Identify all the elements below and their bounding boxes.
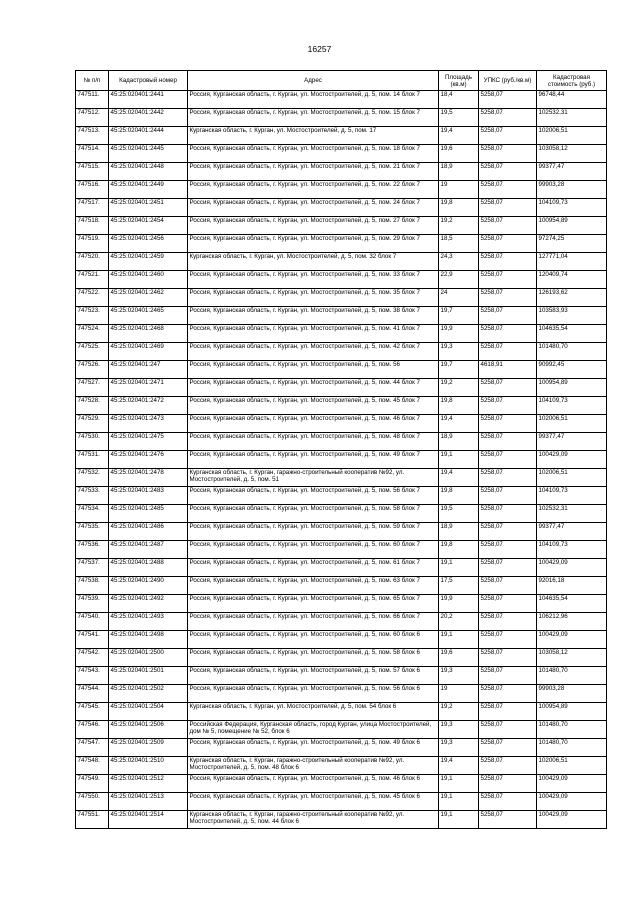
cell-cost: 100954,89 xyxy=(537,217,607,235)
table-row xyxy=(76,91,607,109)
cell-upks: 5258,07 xyxy=(479,127,537,145)
cell-area: 19,7 xyxy=(439,307,479,325)
cell-area: 19,5 xyxy=(439,505,479,523)
table-row xyxy=(76,397,607,415)
header-num: № п/п xyxy=(76,71,109,91)
cell-cadastral: 45:25:020401:2448 xyxy=(109,163,188,181)
cell-num: 747537. xyxy=(76,559,109,577)
cell-cost: 101480,70 xyxy=(537,721,607,739)
cell-cadastral: 45:25:020401:2462 xyxy=(109,289,188,307)
table-row xyxy=(76,289,607,307)
cell-cadastral: 45:25:020401:2488 xyxy=(109,559,188,577)
cell-upks: 5258,07 xyxy=(479,199,537,217)
cell-address: Россия, Курганская область, г. Курган, ул. Мостостроителей, д. 5, пом. 49 блок 7 xyxy=(188,451,439,469)
cell-address: Россия, Курганская область, г. Курган, ул. Мостостроителей, д. 5, пом. 59 блок 7 xyxy=(188,523,439,541)
cell-area: 19,8 xyxy=(439,541,479,559)
cell-num: 747515. xyxy=(76,163,109,181)
table-row xyxy=(76,433,607,451)
cell-cadastral: 45:25:020401:2444 xyxy=(109,127,188,145)
table-row xyxy=(76,595,607,613)
cell-cadastral: 45:25:020401:2493 xyxy=(109,613,188,631)
cell-address: Россия, Курганская область, г. Курган, ул. Мостостроителей, д. 5, пом. 58 блок 6 xyxy=(188,649,439,667)
cell-num: 747523. xyxy=(76,307,109,325)
cell-area: 19,5 xyxy=(439,109,479,127)
table-row xyxy=(76,235,607,253)
table-row xyxy=(76,775,607,793)
cell-cost: 96748,44 xyxy=(537,91,607,109)
cell-cost: 104109,73 xyxy=(537,199,607,217)
cell-cost: 99903,28 xyxy=(537,685,607,703)
cell-upks: 5258,07 xyxy=(479,577,537,595)
cell-cost: 102006,51 xyxy=(537,469,607,487)
cell-upks: 4618,91 xyxy=(479,361,537,379)
cell-num: 747517. xyxy=(76,199,109,217)
header-address: Адрес xyxy=(188,71,439,91)
table-row xyxy=(76,217,607,235)
table-row xyxy=(76,523,607,541)
table-row xyxy=(76,487,607,505)
table-row xyxy=(76,127,607,145)
table-row xyxy=(76,343,607,361)
cell-cadastral: 45:25:020401:2490 xyxy=(109,577,188,595)
cell-num: 747541. xyxy=(76,631,109,649)
cell-upks: 5258,07 xyxy=(479,415,537,433)
cell-address: Россия, Курганская область, г. Курган, ул. Мостостроителей, д. 5, пом. 45 блок 7 xyxy=(188,397,439,415)
cell-cadastral: 45:25:020401:2510 xyxy=(109,757,188,775)
cell-upks: 5258,07 xyxy=(479,487,537,505)
cell-cadastral: 45:25:020401:2506 xyxy=(109,721,188,739)
table-row xyxy=(76,145,607,163)
cell-cost: 104109,73 xyxy=(537,397,607,415)
cell-cadastral: 45:25:020401:2451 xyxy=(109,199,188,217)
cell-upks: 5258,07 xyxy=(479,325,537,343)
cell-address: Россия, Курганская область, г. Курган, ул. Мостостроителей, д. 5, пом. 60 блок 7 xyxy=(188,541,439,559)
cell-cadastral: 45:25:020401:2492 xyxy=(109,595,188,613)
cell-area: 19,2 xyxy=(439,217,479,235)
cell-upks: 5258,07 xyxy=(479,523,537,541)
cell-cadastral: 45:25:020401:2485 xyxy=(109,505,188,523)
cell-upks: 5258,07 xyxy=(479,217,537,235)
cell-cadastral: 45:25:020401:247 xyxy=(109,361,188,379)
cell-cadastral: 45:25:020401:2441 xyxy=(109,91,188,109)
cell-cost: 100954,89 xyxy=(537,703,607,721)
cell-cost: 103583,93 xyxy=(537,307,607,325)
cell-num: 747547. xyxy=(76,739,109,757)
cell-area: 19,1 xyxy=(439,775,479,793)
cell-num: 747544. xyxy=(76,685,109,703)
cell-address: Россия, Курганская область, г. Курган, ул. Мостостроителей, д. 5, пом. 29 блок 7 xyxy=(188,235,439,253)
cell-upks: 5258,07 xyxy=(479,811,537,829)
table-row xyxy=(76,379,607,397)
cell-num: 747518. xyxy=(76,217,109,235)
cell-cost: 100429,09 xyxy=(537,631,607,649)
cell-area: 19,1 xyxy=(439,631,479,649)
cell-cadastral: 45:25:020401:2445 xyxy=(109,145,188,163)
cell-address: Россия, Курганская область, г. Курган, ул. Мостостроителей, д. 5, пом. 58 блок 7 xyxy=(188,505,439,523)
table-header-row xyxy=(76,71,607,91)
cell-cadastral: 45:25:020401:2476 xyxy=(109,451,188,469)
cell-cadastral: 45:25:020401:2473 xyxy=(109,415,188,433)
table-row xyxy=(76,253,607,271)
table-row xyxy=(76,307,607,325)
cell-cost: 104635,54 xyxy=(537,595,607,613)
cell-cost: 102006,51 xyxy=(537,127,607,145)
table-row xyxy=(76,559,607,577)
cell-address: Курганская область, г. Курган, ул. Мостостроителей, д. 5, пом. 32 блок 7 xyxy=(188,253,439,271)
cell-upks: 5258,07 xyxy=(479,145,537,163)
cadastral-table xyxy=(75,70,607,829)
cell-num: 747536. xyxy=(76,541,109,559)
cell-num: 747524. xyxy=(76,325,109,343)
cell-num: 747549. xyxy=(76,775,109,793)
cell-upks: 5258,07 xyxy=(479,793,537,811)
cell-upks: 5258,07 xyxy=(479,739,537,757)
cell-num: 747516. xyxy=(76,181,109,199)
cell-area: 19,3 xyxy=(439,667,479,685)
cell-address: Россия, Курганская область, г. Курган, ул. Мостостроителей, д. 5, пом. 33 блок 7 xyxy=(188,271,439,289)
cell-num: 747546. xyxy=(76,721,109,739)
cell-cadastral: 45:25:020401:2449 xyxy=(109,181,188,199)
cell-cadastral: 45:25:020401:2465 xyxy=(109,307,188,325)
cell-address: Россия, Курганская область, г. Курган, ул. Мостостроителей, д. 5, пом. 44 блок 7 xyxy=(188,379,439,397)
cell-num: 747543. xyxy=(76,667,109,685)
cell-upks: 5258,07 xyxy=(479,613,537,631)
cell-address: Россия, Курганская область, г. Курган, ул. Мостостроителей, д. 5, пом. 14 блок 7 xyxy=(188,91,439,109)
header-area: Площадь (кв.м) xyxy=(439,71,479,91)
cell-cadastral: 45:25:020401:2498 xyxy=(109,631,188,649)
cell-area: 19,8 xyxy=(439,199,479,217)
cell-area: 19,2 xyxy=(439,703,479,721)
cell-area: 18,4 xyxy=(439,91,479,109)
cell-area: 19,3 xyxy=(439,721,479,739)
cell-upks: 5258,07 xyxy=(479,343,537,361)
table-row xyxy=(76,469,607,487)
cell-upks: 5258,07 xyxy=(479,667,537,685)
cell-upks: 5258,07 xyxy=(479,91,537,109)
cell-num: 747550. xyxy=(76,793,109,811)
cell-address: Россия, Курганская область, г. Курган, ул. Мостостроителей, д. 5, пом. 56 блок 7 xyxy=(188,487,439,505)
cell-cadastral: 45:25:020401:2472 xyxy=(109,397,188,415)
cell-cadastral: 45:25:020401:2514 xyxy=(109,811,188,829)
table-row xyxy=(76,757,607,775)
cell-cadastral: 45:25:020401:2456 xyxy=(109,235,188,253)
cell-area: 19,9 xyxy=(439,595,479,613)
cell-address: Курганская область, г. Курган, ул. Мостостроителей, д. 5, пом. 54 блок 6 xyxy=(188,703,439,721)
cell-upks: 5258,07 xyxy=(479,379,537,397)
cell-cost: 103058,12 xyxy=(537,649,607,667)
cell-upks: 5258,07 xyxy=(479,559,537,577)
cell-num: 747528. xyxy=(76,397,109,415)
cell-num: 747527. xyxy=(76,379,109,397)
cell-upks: 5258,07 xyxy=(479,469,537,487)
header-upks: УПКС (руб./кв.м) xyxy=(479,71,537,91)
cell-area: 19,1 xyxy=(439,793,479,811)
table-row xyxy=(76,577,607,595)
cell-area: 18,5 xyxy=(439,235,479,253)
cell-area: 18,9 xyxy=(439,163,479,181)
cell-address: Россия, Курганская область, г. Курган, ул. Мостостроителей, д. 5, пом. 38 блок 7 xyxy=(188,307,439,325)
cell-area: 19,7 xyxy=(439,361,479,379)
cell-cost: 106212,96 xyxy=(537,613,607,631)
cell-upks: 5258,07 xyxy=(479,685,537,703)
table-row xyxy=(76,703,607,721)
cell-cadastral: 45:25:020401:2500 xyxy=(109,649,188,667)
cell-address: Россия, Курганская область, г. Курган, ул. Мостостроителей, д. 5, пом. 27 блок 7 xyxy=(188,217,439,235)
cell-cadastral: 45:25:020401:2501 xyxy=(109,667,188,685)
cell-area: 19,4 xyxy=(439,469,479,487)
cell-num: 747539. xyxy=(76,595,109,613)
cell-cadastral: 45:25:020401:2483 xyxy=(109,487,188,505)
cell-cadastral: 45:25:020401:2504 xyxy=(109,703,188,721)
cell-cadastral: 45:25:020401:2513 xyxy=(109,793,188,811)
cell-cost: 99903,28 xyxy=(537,181,607,199)
cell-cost: 99377,47 xyxy=(537,523,607,541)
cell-num: 747531. xyxy=(76,451,109,469)
cell-upks: 5258,07 xyxy=(479,775,537,793)
cell-cadastral: 45:25:020401:2442 xyxy=(109,109,188,127)
cell-area: 19,1 xyxy=(439,811,479,829)
cell-cadastral: 45:25:020401:2478 xyxy=(109,469,188,487)
cell-cadastral: 45:25:020401:2459 xyxy=(109,253,188,271)
cell-cost: 102006,51 xyxy=(537,415,607,433)
cell-area: 19,1 xyxy=(439,451,479,469)
table-row xyxy=(76,325,607,343)
cell-area: 19,3 xyxy=(439,343,479,361)
table-row xyxy=(76,415,607,433)
cell-upks: 5258,07 xyxy=(479,235,537,253)
cell-address: Россия, Курганская область, г. Курган, ул. Мостостроителей, д. 5, пом. 65 блок 7 xyxy=(188,595,439,613)
cell-cadastral: 45:25:020401:2454 xyxy=(109,217,188,235)
cell-cost: 127771,04 xyxy=(537,253,607,271)
cell-cost: 90992,45 xyxy=(537,361,607,379)
cell-num: 747529. xyxy=(76,415,109,433)
cell-cadastral: 45:25:020401:2509 xyxy=(109,739,188,757)
cell-address: Россия, Курганская область, г. Курган, ул. Мостостроителей, д. 5, пом. 56 xyxy=(188,361,439,379)
page-number: 16257 xyxy=(307,44,332,54)
cell-area: 19,6 xyxy=(439,649,479,667)
table-row xyxy=(76,199,607,217)
cell-address: Россия, Курганская область, г. Курган, ул. Мостостроителей, д. 5, пом. 60 блок 6 xyxy=(188,631,439,649)
cell-cost: 104109,73 xyxy=(537,487,607,505)
cell-area: 17,5 xyxy=(439,577,479,595)
cell-area: 24,3 xyxy=(439,253,479,271)
cell-area: 19,4 xyxy=(439,757,479,775)
cell-cost: 100429,09 xyxy=(537,451,607,469)
cell-upks: 5258,07 xyxy=(479,757,537,775)
cell-num: 747522. xyxy=(76,289,109,307)
cell-cost: 97274,25 xyxy=(537,235,607,253)
cell-upks: 5258,07 xyxy=(479,271,537,289)
cell-num: 747548. xyxy=(76,757,109,775)
table-row xyxy=(76,631,607,649)
cell-address: Россия, Курганская область, г. Курган, ул. Мостостроителей, д. 5, пом. 46 блок 6 xyxy=(188,775,439,793)
cell-address: Россия, Курганская область, г. Курган, ул. Мостостроителей, д. 5, пом. 49 блок 6 xyxy=(188,739,439,757)
table-row xyxy=(76,271,607,289)
cell-cost: 102532,31 xyxy=(537,109,607,127)
cell-cost: 100954,89 xyxy=(537,379,607,397)
cell-cost: 102532,31 xyxy=(537,505,607,523)
cell-upks: 5258,07 xyxy=(479,433,537,451)
cell-num: 747512. xyxy=(76,109,109,127)
cell-address: Российская Федерация, Курганская область, город Курган, улица Мостостроителей, дом № 5, помещение № 52, блок 6 xyxy=(188,721,439,739)
cell-area: 19,4 xyxy=(439,127,479,145)
header-cost: Кадастровая стоимость (руб.) xyxy=(537,71,607,91)
cell-num: 747538. xyxy=(76,577,109,595)
cell-upks: 5258,07 xyxy=(479,163,537,181)
cell-num: 747540. xyxy=(76,613,109,631)
cell-area: 19,8 xyxy=(439,487,479,505)
cell-upks: 5258,07 xyxy=(479,109,537,127)
cell-upks: 5258,07 xyxy=(479,631,537,649)
cell-area: 19,1 xyxy=(439,559,479,577)
cell-cadastral: 45:25:020401:2475 xyxy=(109,433,188,451)
table-row xyxy=(76,505,607,523)
cell-cost: 103058,12 xyxy=(537,145,607,163)
cell-address: Россия, Курганская область, г. Курган, ул. Мостостроителей, д. 5, пом. 15 блок 7 xyxy=(188,109,439,127)
cell-address: Россия, Курганская область, г. Курган, ул. Мостостроителей, д. 5, пом. 66 блок 7 xyxy=(188,613,439,631)
cell-upks: 5258,07 xyxy=(479,595,537,613)
cell-num: 747521. xyxy=(76,271,109,289)
cell-num: 747545. xyxy=(76,703,109,721)
table-row xyxy=(76,181,607,199)
cell-cost: 101480,70 xyxy=(537,739,607,757)
cell-area: 19,3 xyxy=(439,739,479,757)
cell-area: 22,9 xyxy=(439,271,479,289)
table-row xyxy=(76,667,607,685)
cell-address: Курганская область, г. Курган, гаражно-строительный кооператив №92, ул. Мостостроителей, д. 5, пом. 48 блок 6 xyxy=(188,757,439,775)
cell-address: Россия, Курганская область, г. Курган, ул. Мостостроителей, д. 5, пом. 48 блок 7 xyxy=(188,433,439,451)
cell-address: Россия, Курганская область, г. Курган, ул. Мостостроителей, д. 5, пом. 24 блок 7 xyxy=(188,199,439,217)
cell-cost: 120409,74 xyxy=(537,271,607,289)
cell-upks: 5258,07 xyxy=(479,307,537,325)
table-row xyxy=(76,811,607,829)
cell-address: Россия, Курганская область, г. Курган, ул. Мостостроителей, д. 5, пом. 63 блок 7 xyxy=(188,577,439,595)
table-row xyxy=(76,109,607,127)
cell-address: Россия, Курганская область, г. Курган, ул. Мостостроителей, д. 5, пом. 46 блок 7 xyxy=(188,415,439,433)
cell-area: 19 xyxy=(439,685,479,703)
cell-address: Россия, Курганская область, г. Курган, ул. Мостостроителей, д. 5, пом. 57 блок 6 xyxy=(188,667,439,685)
cell-upks: 5258,07 xyxy=(479,451,537,469)
cell-upks: 5258,07 xyxy=(479,397,537,415)
cell-num: 747520. xyxy=(76,253,109,271)
cell-cost: 99377,47 xyxy=(537,433,607,451)
cell-num: 747533. xyxy=(76,487,109,505)
cell-address: Курганская область, г. Курган, гаражно-строительный кооператив №92, ул. Мостостроителей, д. 5, пом. 51 xyxy=(188,469,439,487)
cell-address: Россия, Курганская область, г. Курган, ул. Мостостроителей, д. 5, пом. 42 блок 7 xyxy=(188,343,439,361)
cell-address: Россия, Курганская область, г. Курган, ул. Мостостроителей, д. 5, пом. 45 блок 6 xyxy=(188,793,439,811)
cell-address: Россия, Курганская область, г. Курган, ул. Мостостроителей, д. 5, пом. 56 блок 6 xyxy=(188,685,439,703)
table-row xyxy=(76,685,607,703)
cell-area: 19,4 xyxy=(439,415,479,433)
cell-address: Курганская область, г. Курган, гаражно-строительный кооператив №92, ул. Мостостроителей, д. 5, пом. 44 блок 6 xyxy=(188,811,439,829)
cell-upks: 5258,07 xyxy=(479,289,537,307)
cell-num: 747525. xyxy=(76,343,109,361)
cell-cost: 102006,51 xyxy=(537,757,607,775)
cell-cost: 100429,09 xyxy=(537,793,607,811)
cell-address: Россия, Курганская область, г. Курган, ул. Мостостроителей, д. 5, пом. 61 блок 7 xyxy=(188,559,439,577)
cell-area: 24 xyxy=(439,289,479,307)
cell-cost: 104109,73 xyxy=(537,541,607,559)
cell-num: 747534. xyxy=(76,505,109,523)
cell-area: 19,6 xyxy=(439,145,479,163)
cell-cost: 100429,09 xyxy=(537,559,607,577)
cell-cadastral: 45:25:020401:2512 xyxy=(109,775,188,793)
table-row xyxy=(76,361,607,379)
cell-address: Курганская область, г. Курган, ул. Мостостроителей, д. 5, пом. 17 xyxy=(188,127,439,145)
cell-num: 747551. xyxy=(76,811,109,829)
cell-area: 19,9 xyxy=(439,325,479,343)
table-row xyxy=(76,451,607,469)
cell-upks: 5258,07 xyxy=(479,253,537,271)
cell-num: 747513. xyxy=(76,127,109,145)
cell-address: Россия, Курганская область, г. Курган, ул. Мостостроителей, д. 5, пом. 22 блок 7 xyxy=(188,181,439,199)
cell-cost: 100429,09 xyxy=(537,775,607,793)
table-row xyxy=(76,541,607,559)
cell-address: Россия, Курганская область, г. Курган, ул. Мостостроителей, д. 5, пом. 21 блок 7 xyxy=(188,163,439,181)
cell-cadastral: 45:25:020401:2471 xyxy=(109,379,188,397)
cell-area: 18,9 xyxy=(439,523,479,541)
cell-address: Россия, Курганская область, г. Курган, ул. Мостостроителей, д. 5, пом. 35 блок 7 xyxy=(188,289,439,307)
table-row xyxy=(76,163,607,181)
cell-upks: 5258,07 xyxy=(479,649,537,667)
cell-num: 747526. xyxy=(76,361,109,379)
cell-upks: 5258,07 xyxy=(479,181,537,199)
table-row xyxy=(76,793,607,811)
cell-num: 747530. xyxy=(76,433,109,451)
table-row xyxy=(76,613,607,631)
cell-cost: 101480,70 xyxy=(537,667,607,685)
cell-cost: 104635,54 xyxy=(537,325,607,343)
cell-cost: 126193,62 xyxy=(537,289,607,307)
cell-area: 20,2 xyxy=(439,613,479,631)
cell-address: Россия, Курганская область, г. Курган, ул. Мостостроителей, д. 5, пом. 18 блок 7 xyxy=(188,145,439,163)
cell-cost: 99377,47 xyxy=(537,163,607,181)
cell-cadastral: 45:25:020401:2469 xyxy=(109,343,188,361)
cell-cadastral: 45:25:020401:2487 xyxy=(109,541,188,559)
table-row xyxy=(76,739,607,757)
header-cadastral: Кадастровый номер xyxy=(109,71,188,91)
cell-cadastral: 45:25:020401:2486 xyxy=(109,523,188,541)
cell-upks: 5258,07 xyxy=(479,721,537,739)
cell-num: 747542. xyxy=(76,649,109,667)
cell-num: 747514. xyxy=(76,145,109,163)
cell-address: Россия, Курганская область, г. Курган, ул. Мостостроителей, д. 5, пом. 41 блок 7 xyxy=(188,325,439,343)
cell-cost: 100429,09 xyxy=(537,811,607,829)
cell-area: 18,9 xyxy=(439,433,479,451)
cell-cost: 101480,70 xyxy=(537,343,607,361)
cell-upks: 5258,07 xyxy=(479,703,537,721)
cell-cadastral: 45:25:020401:2460 xyxy=(109,271,188,289)
cell-upks: 5258,07 xyxy=(479,505,537,523)
cell-area: 19 xyxy=(439,181,479,199)
cell-area: 19,8 xyxy=(439,397,479,415)
cell-num: 747519. xyxy=(76,235,109,253)
table-row xyxy=(76,649,607,667)
cell-cadastral: 45:25:020401:2502 xyxy=(109,685,188,703)
cell-num: 747532. xyxy=(76,469,109,487)
cell-num: 747511. xyxy=(76,91,109,109)
cell-upks: 5258,07 xyxy=(479,541,537,559)
table-row xyxy=(76,721,607,739)
cell-num: 747535. xyxy=(76,523,109,541)
cell-cadastral: 45:25:020401:2468 xyxy=(109,325,188,343)
cell-cost: 92016,18 xyxy=(537,577,607,595)
cell-area: 19,2 xyxy=(439,379,479,397)
